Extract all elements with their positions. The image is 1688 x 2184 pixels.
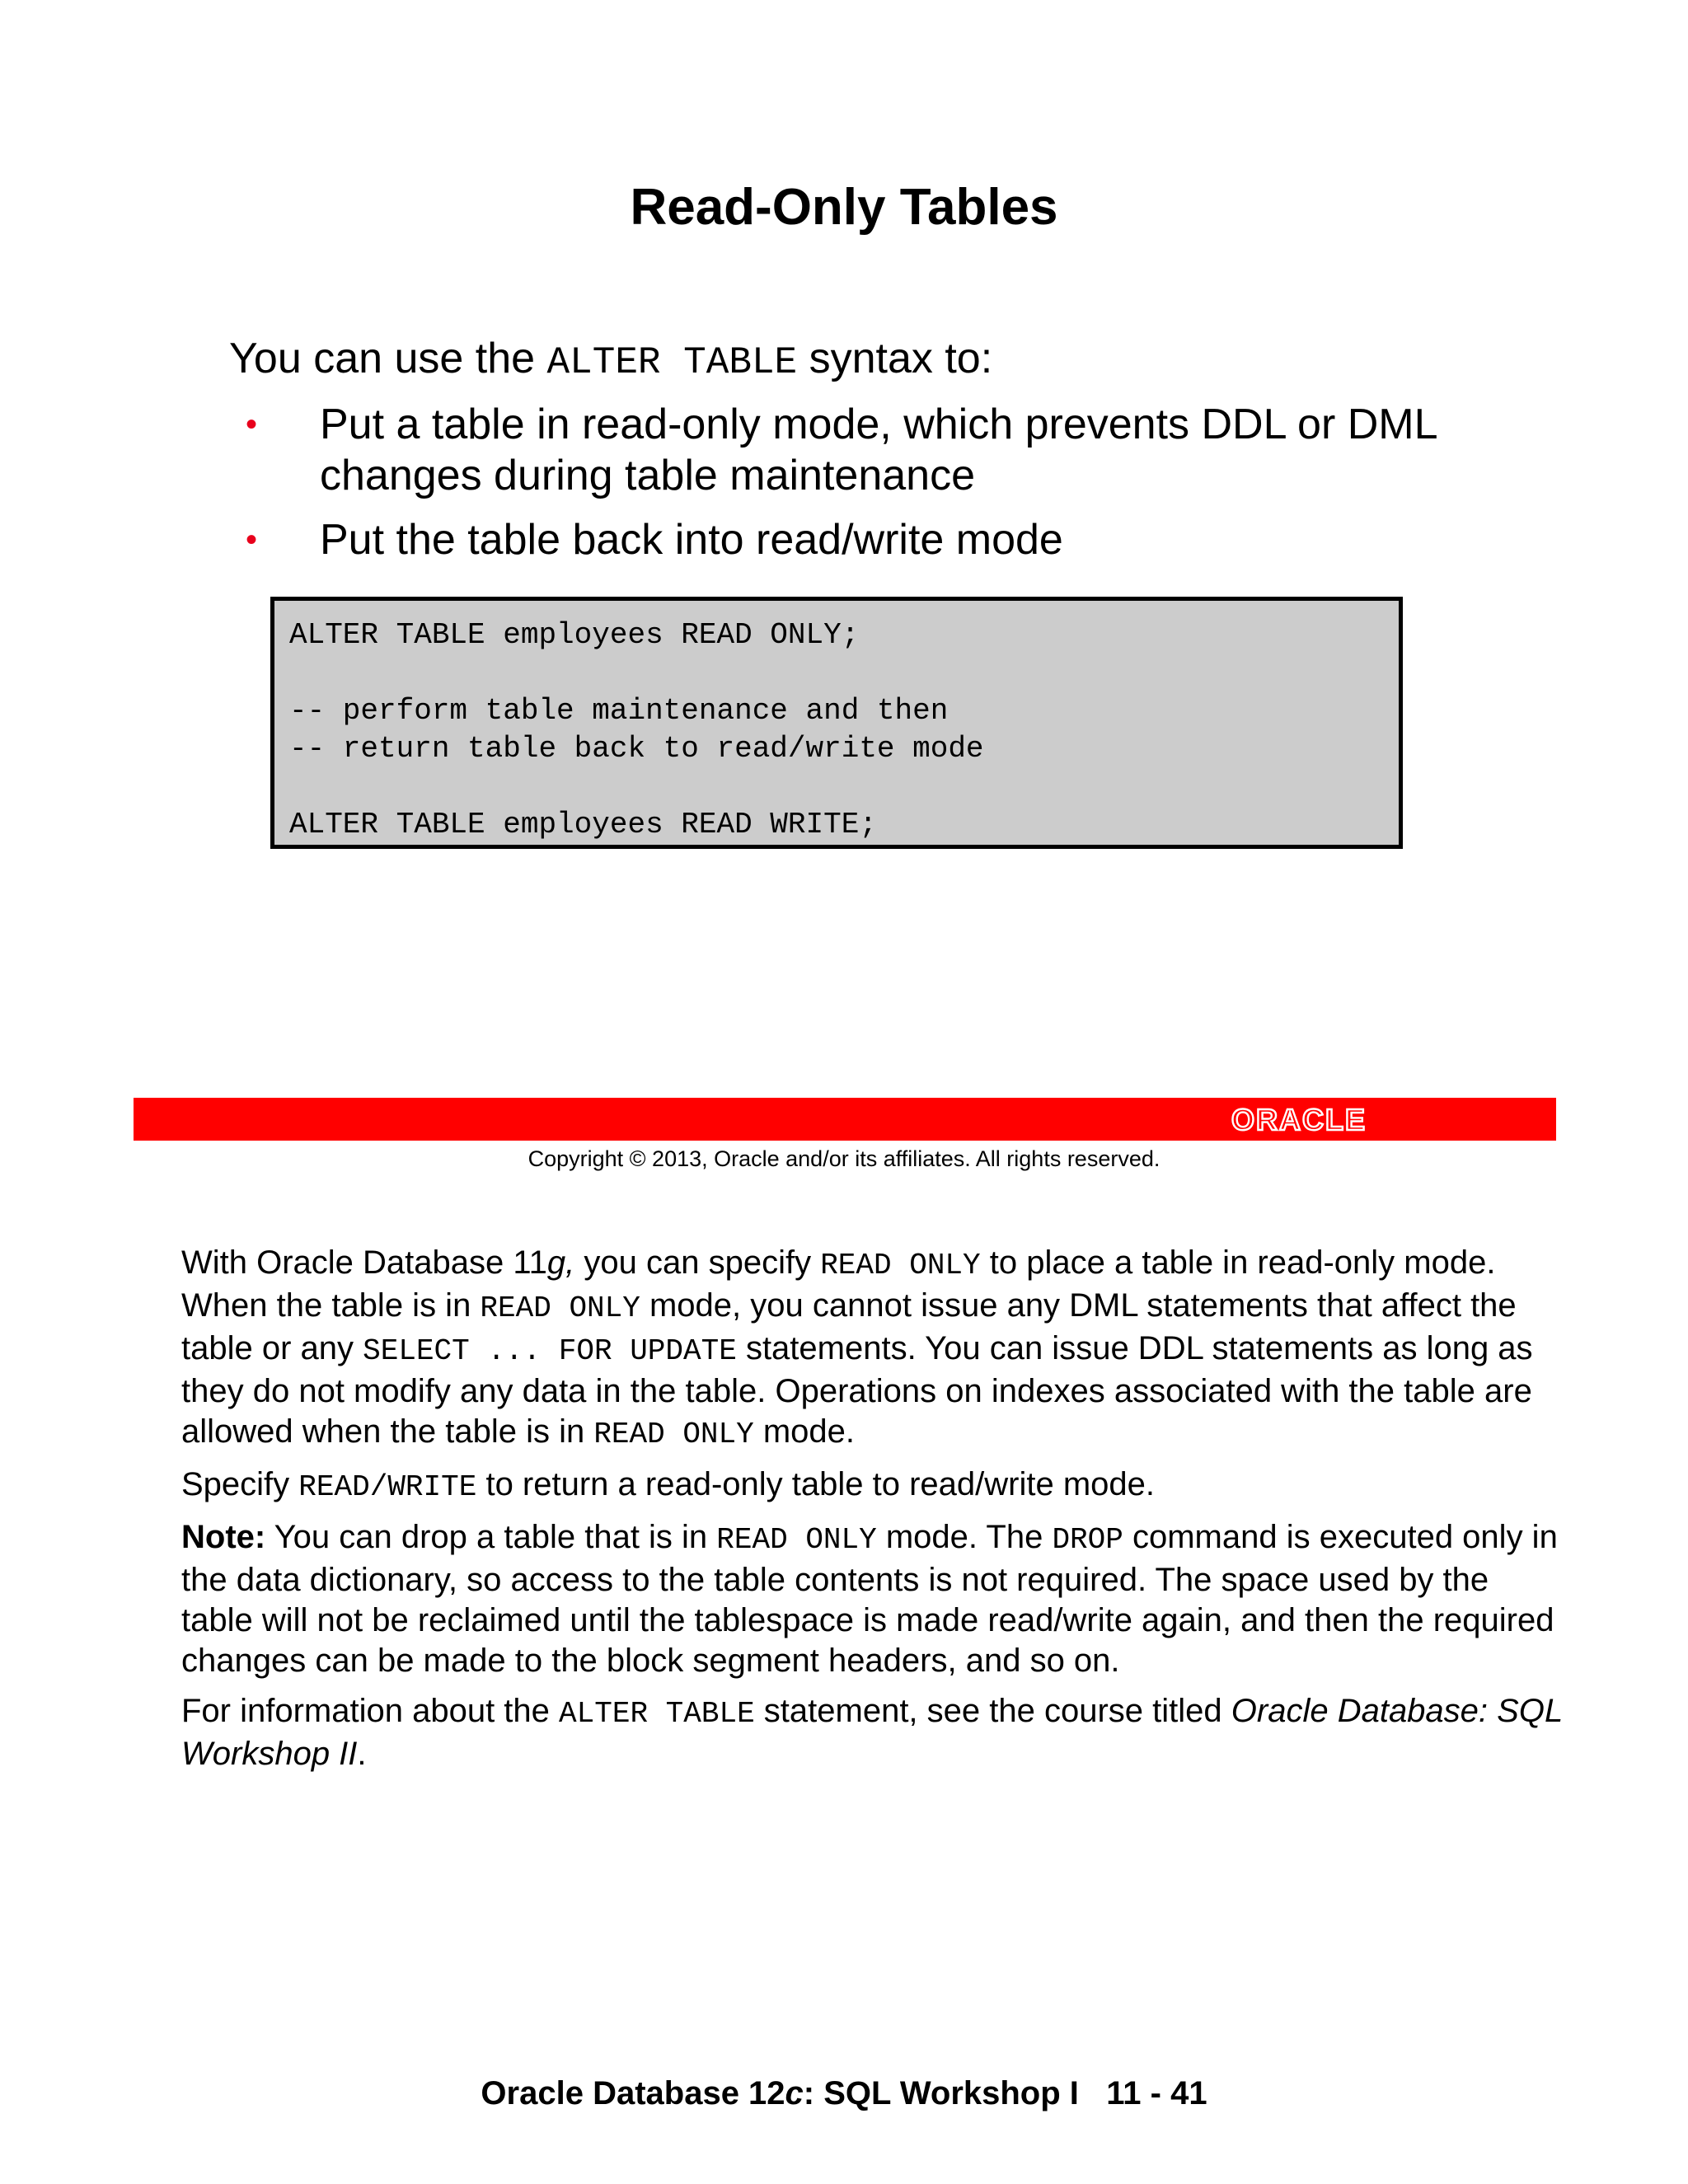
bullet-text: Put the table back into read/write mode [320, 516, 1063, 564]
bullet-text: Put a table in read-only mode, which prevents DDL or DML changes during table maintenance [320, 401, 1437, 499]
notes-paragraph: With Oracle Database 11g, you can specify READ ONLY to place a table in read-only mode. When the table is in READ ONLY mode, you cannot issue any DML statements that affect the table or any SELECT ... FOR UPDATE statements. You can issue DDL statements as long as they do not modify any data in the table. Operations on indexes associated with the table are allowed when the table is in READ ONLY mode. [181, 1244, 1533, 1451]
code-line: ALTER TABLE employees READ ONLY; [289, 618, 860, 652]
code-example-box [270, 597, 1403, 849]
page-footer: Oracle Database 12c: SQL Workshop I 11 - 41 [481, 2075, 1207, 2111]
inline-code: READ ONLY [716, 1523, 877, 1557]
inline-code: ALTER TABLE [559, 1697, 755, 1731]
code-line: ALTER TABLE employees READ WRITE; [289, 808, 877, 841]
inline-code: SELECT ... FOR UPDATE [363, 1334, 737, 1368]
inline-code: READ ONLY [480, 1291, 640, 1325]
bullet-marker: • [246, 522, 258, 558]
inline-code: ALTER TABLE [546, 341, 798, 384]
copyright-notice: Copyright © 2013, Oracle and/or its affiliates. All rights reserved. [528, 1146, 1160, 1171]
inline-code: DROP [1052, 1523, 1123, 1557]
course-title: Oracle Database: SQL Workshop II [181, 1693, 1563, 1772]
notes-paragraph: Note: You can drop a table that is in READ ONLY mode. The DROP command is executed only in the data dictionary, so access to the table contents is not required. The space used by the table will not be reclaimed until the tablespace is made read/write again, and then the required changes can be made to the block segment headers, and so on. [181, 1519, 1558, 1679]
bullet-marker: • [246, 406, 258, 443]
intro-text: You can use the ALTER TABLE syntax to: [229, 335, 993, 384]
notes-body [181, 1243, 1566, 1784]
notes-paragraph: For information about the ALTER TABLE statement, see the course titled Oracle Database: SQL Workshop II. [181, 1693, 1563, 1772]
code-line: -- perform table maintenance and then [289, 694, 949, 728]
oracle-logo [1228, 1098, 1409, 1141]
inline-code: READ/WRITE [298, 1470, 477, 1504]
inline-code: READ ONLY [593, 1418, 754, 1451]
notes-paragraph: Specify READ/WRITE to return a read-only table to read/write mode. [181, 1466, 1155, 1504]
inline-code: READ ONLY [820, 1249, 981, 1282]
code-line: -- return table back to read/write mode [289, 732, 984, 766]
svg-text:ORACLE: ORACLE [1231, 1103, 1367, 1137]
slide-title: Read-Only Tables [630, 179, 1058, 236]
note-label: Note: [181, 1519, 266, 1555]
page-number: 11 - 41 [1106, 2075, 1207, 2111]
